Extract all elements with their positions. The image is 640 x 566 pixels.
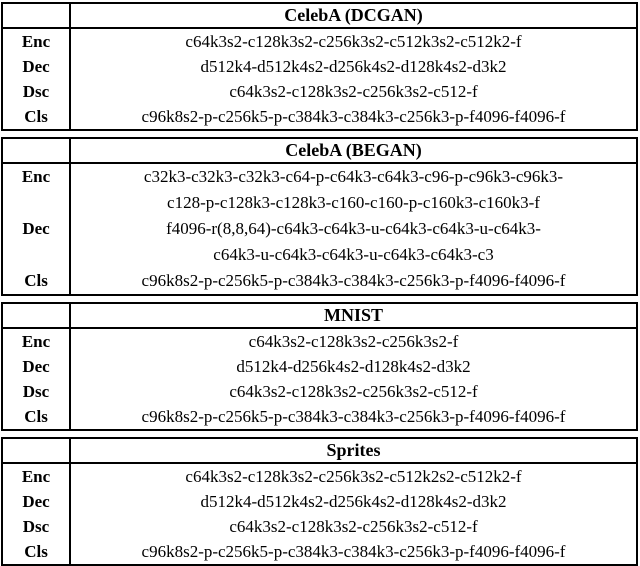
row-content	[70, 163, 637, 216]
architecture-spec-line: c96k8s2-p-c256k5-p-c384k3-c384k3-c256k3-p-f4096-f4096-f	[141, 271, 566, 290]
row-content	[70, 54, 637, 79]
table-body	[2, 28, 637, 130]
table-row	[2, 328, 637, 354]
architecture-table	[1, 437, 638, 566]
corner-cell	[2, 303, 70, 328]
row-content	[70, 539, 637, 565]
architecture-spec-line: c64k3s2-c128k3s2-c256k3s2-c512k2s2-c512k2-f	[185, 467, 522, 486]
row-label: Cls	[2, 539, 70, 565]
table-header-row	[2, 438, 637, 463]
table-title: Sprites	[70, 438, 637, 463]
row-content	[70, 79, 637, 104]
table-row	[2, 489, 637, 514]
table-title: MNIST	[70, 303, 637, 328]
architecture-spec-line: c128-p-c128k3-c128k3-c160-c160-p-c160k3-c160k3-f	[167, 193, 540, 212]
row-content	[70, 328, 637, 354]
row-content	[70, 514, 637, 539]
row-content	[70, 379, 637, 404]
table-row	[2, 539, 637, 565]
table-row	[2, 404, 637, 430]
architecture-spec-line: c64k3s2-c128k3s2-c256k3s2-c512-f	[229, 382, 478, 401]
corner-cell	[2, 438, 70, 463]
architecture-spec-line: c64k3s2-c128k3s2-c256k3s2-c512k3s2-c512k2-f	[185, 32, 522, 51]
architecture-spec-line: c96k8s2-p-c256k5-p-c384k3-c384k3-c256k3-p-f4096-f4096-f	[141, 542, 566, 561]
architecture-spec-line: f4096-r(8,8,64)-c64k3-c64k3-u-c64k3-c64k3-u-c64k3-	[166, 219, 541, 238]
table-body	[2, 328, 637, 430]
table-row	[2, 28, 637, 54]
table-row	[2, 104, 637, 130]
row-label: Cls	[2, 104, 70, 130]
row-content	[70, 404, 637, 430]
architecture-spec-line: d512k4-d512k4s2-d256k4s2-d128k4s2-d3k2	[200, 57, 507, 76]
row-label: Dec	[2, 489, 70, 514]
row-label: Cls	[2, 268, 70, 295]
architecture-table	[1, 2, 638, 131]
architecture-spec-line: d512k4-d512k4s2-d256k4s2-d128k4s2-d3k2	[200, 492, 507, 511]
table-row	[2, 79, 637, 104]
table-header-row	[2, 3, 637, 28]
corner-cell	[2, 3, 70, 28]
table-row	[2, 268, 637, 295]
table-row	[2, 216, 637, 268]
row-label: Enc	[2, 463, 70, 489]
row-label: Enc	[2, 163, 70, 216]
table-body	[2, 463, 637, 565]
row-label: Dec	[2, 354, 70, 379]
row-label: Dsc	[2, 79, 70, 104]
row-label: Dec	[2, 216, 70, 268]
row-label: Dsc	[2, 379, 70, 404]
architecture-spec-line: c64k3-u-c64k3-c64k3-u-c64k3-c64k3-c3	[213, 245, 494, 264]
row-content	[70, 268, 637, 295]
row-label: Dsc	[2, 514, 70, 539]
row-label: Cls	[2, 404, 70, 430]
architecture-spec-line: c96k8s2-p-c256k5-p-c384k3-c384k3-c256k3-p-f4096-f4096-f	[141, 407, 566, 426]
table-title: CelebA (DCGAN)	[70, 3, 637, 28]
architecture-table	[1, 137, 638, 296]
architecture-spec-line: c64k3s2-c128k3s2-c256k3s2-c512-f	[229, 82, 478, 101]
architecture-spec-line: c96k8s2-p-c256k5-p-c384k3-c384k3-c256k3-p-f4096-f4096-f	[141, 107, 566, 126]
corner-cell	[2, 138, 70, 163]
table-row	[2, 163, 637, 216]
row-content	[70, 354, 637, 379]
architecture-spec-line: c64k3s2-c128k3s2-c256k3s2-c512-f	[229, 517, 478, 536]
architecture-spec-line: d512k4-d256k4s2-d128k4s2-d3k2	[236, 357, 471, 376]
table-row	[2, 379, 637, 404]
row-content	[70, 489, 637, 514]
table-row	[2, 514, 637, 539]
row-content	[70, 28, 637, 54]
row-content	[70, 104, 637, 130]
table-header-row	[2, 138, 637, 163]
row-content	[70, 463, 637, 489]
table-title: CelebA (BEGAN)	[70, 138, 637, 163]
row-label: Dec	[2, 54, 70, 79]
architecture-spec-line: c64k3s2-c128k3s2-c256k3s2-f	[248, 332, 459, 351]
row-label: Enc	[2, 328, 70, 354]
architecture-table	[1, 302, 638, 431]
table-row	[2, 463, 637, 489]
table-body	[2, 163, 637, 295]
table-header-row	[2, 303, 637, 328]
table-row	[2, 354, 637, 379]
row-label: Enc	[2, 28, 70, 54]
table-row	[2, 54, 637, 79]
architecture-spec-line: c32k3-c32k3-c32k3-c64-p-c64k3-c64k3-c96-p-c96k3-c96k3-	[143, 167, 564, 186]
row-content	[70, 216, 637, 268]
